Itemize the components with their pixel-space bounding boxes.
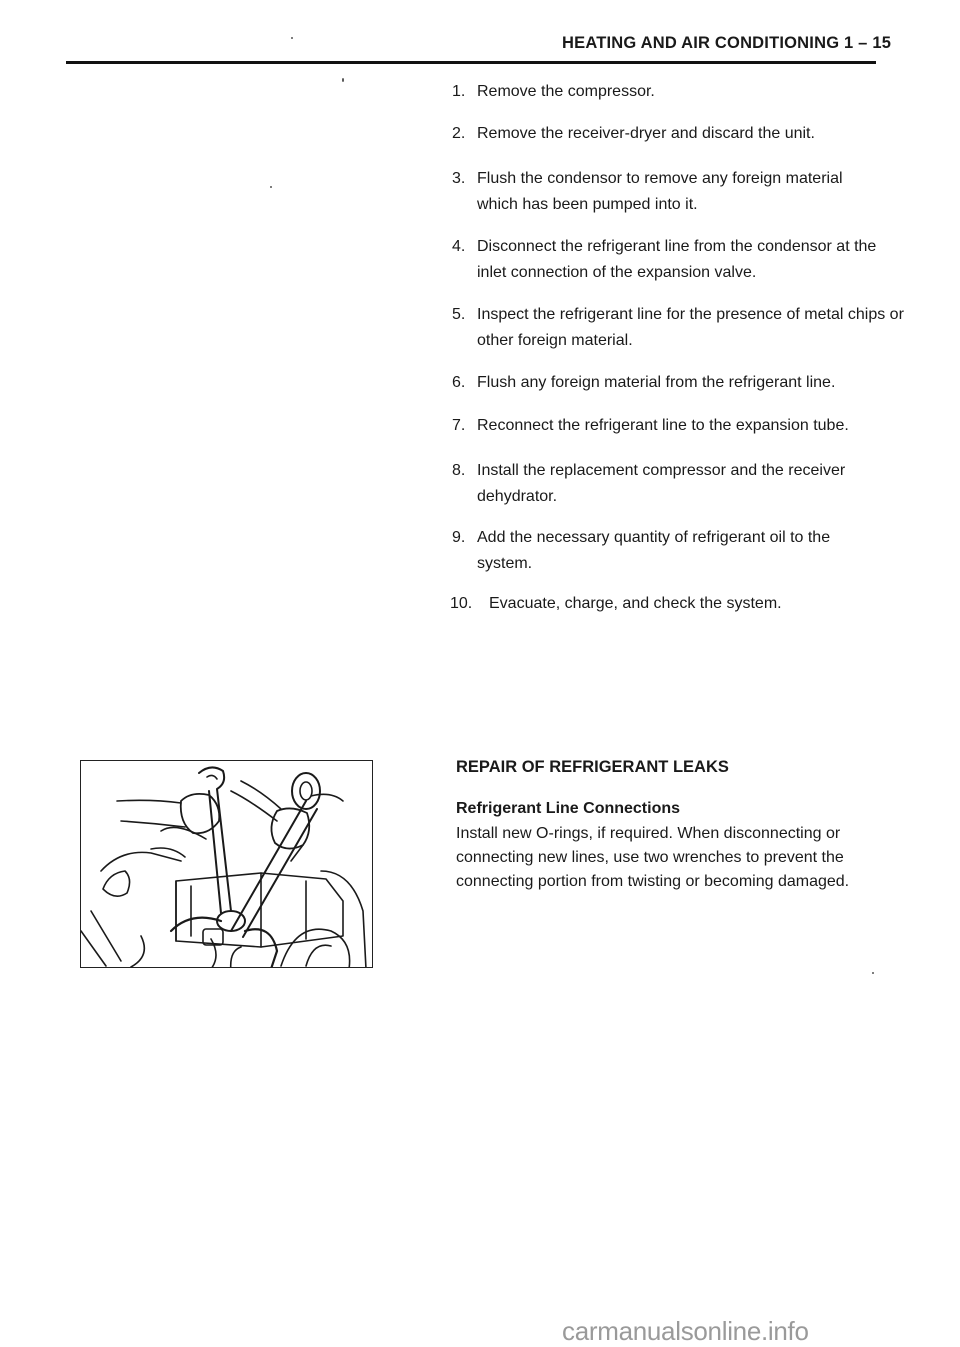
header-rule [66, 61, 876, 64]
step-number: 6. [452, 374, 466, 391]
step-item [452, 79, 902, 105]
page-header-title: HEATING AND AIR CONDITIONING 1 – 15 [562, 34, 892, 52]
step-number: 3. [452, 170, 466, 187]
section-heading: REPAIR OF REFRIGERANT LEAKS [456, 758, 729, 776]
step-item [450, 591, 900, 617]
step-item [452, 525, 902, 577]
step-text: Evacuate, charge, and check the system. [489, 595, 782, 612]
footer-watermark: carmanualsonline.info [562, 1316, 809, 1346]
wrench-icon [81, 761, 373, 968]
step-number: 10. [450, 595, 473, 612]
step-text: Reconnect the refrigerant line to the expansion tube. [477, 417, 849, 434]
step-item [452, 413, 902, 439]
step-text: Flush any foreign material from the refrigerant line. [477, 374, 836, 391]
step-text: Add the necessary quantity of refrigerant oil to the system. [477, 529, 831, 572]
scan-speck [291, 37, 293, 39]
step-text: Remove the compressor. [477, 83, 655, 100]
step-number: 5. [452, 306, 466, 323]
body-paragraph: Install new O-rings, if required. When disconnecting or connecting new lines, use two wrenches to prevent the connecting portion from twisting or becoming damaged. [456, 825, 850, 890]
step-number: 2. [452, 125, 466, 142]
step-item [452, 302, 902, 354]
step-number: 9. [452, 529, 466, 546]
step-text: Flush the condensor to remove any foreign material which has been pumped into it. [477, 170, 843, 213]
step-number: 4. [452, 238, 466, 255]
scan-speck [872, 972, 874, 974]
step-item [452, 370, 902, 396]
step-text: Inspect the refrigerant line for the presence of metal chips or other foreign material. [477, 306, 904, 349]
step-text: Remove the receiver-dryer and discard the unit. [477, 125, 815, 142]
step-item [452, 234, 902, 286]
subsection-heading: Refrigerant Line Connections [456, 800, 681, 817]
step-number: 8. [452, 462, 466, 479]
step-number: 1. [452, 83, 466, 100]
scan-speck [270, 186, 272, 188]
step-text: Install the replacement compressor and the receiver dehydrator. [477, 462, 846, 505]
step-item [452, 121, 902, 147]
step-item [452, 166, 902, 218]
two-wrenches-illustration [80, 760, 373, 968]
step-number: 7. [452, 417, 466, 434]
scan-speck [342, 78, 344, 82]
step-text: Disconnect the refrigerant line from the condensor at the inlet connection of the expansion valve. [477, 238, 877, 281]
step-item [452, 458, 902, 510]
